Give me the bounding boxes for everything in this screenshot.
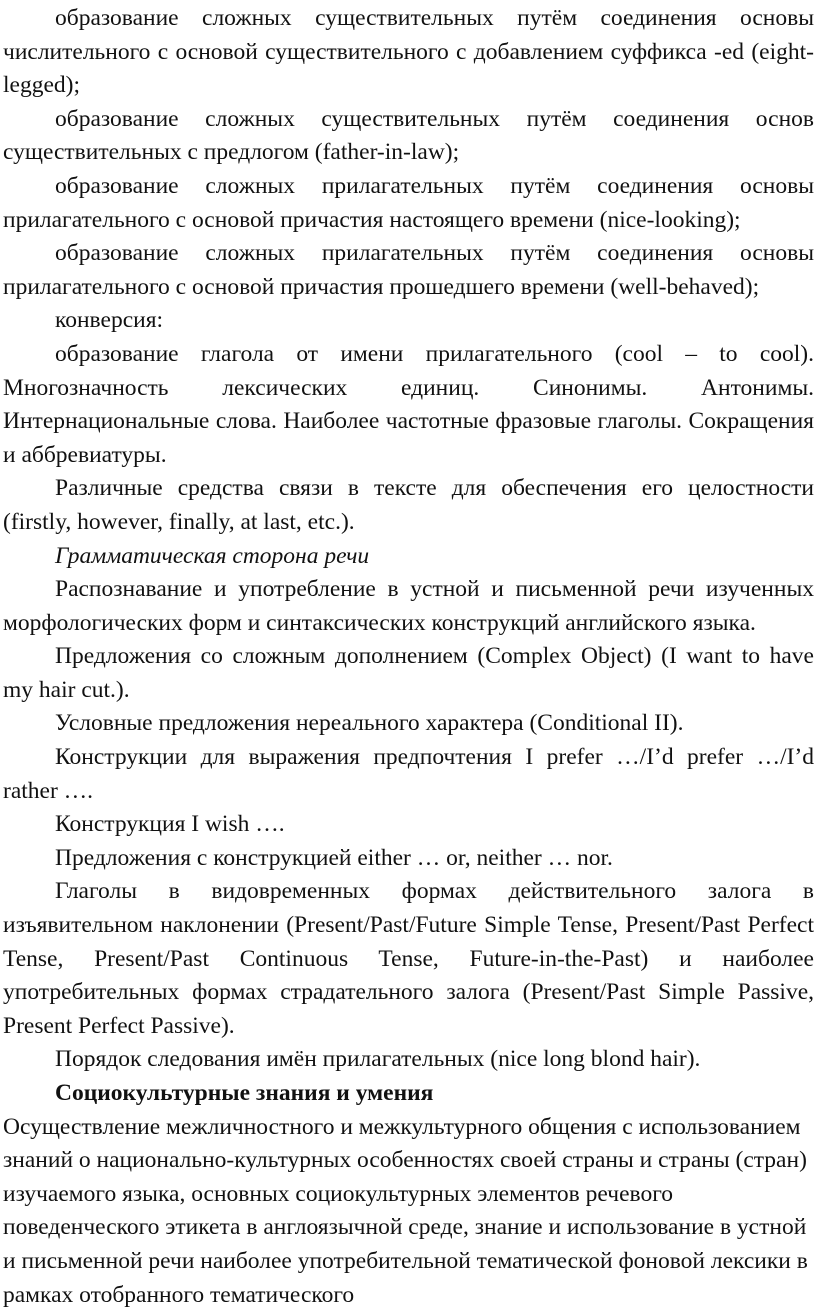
- paragraph-i-wish: Конструкция I wish ….: [55, 811, 285, 838]
- paragraph-compound-nouns-numeral: образование сложных существительных путём соединения основы числительного с основой существительного с добавлением суффикса -ed (eight-legged);: [3, 5, 814, 99]
- paragraph-adjective-order: Порядок следования имён прилагательных (nice long blond hair).: [55, 1046, 701, 1073]
- paragraph-compound-nouns-preposition: образование сложных существительных путём соединения основ существительных с предлогом (father-in-law);: [3, 105, 814, 166]
- section-heading-grammar: Грамматическая сторона речи: [55, 542, 370, 569]
- paragraph-verb-formation: образование глагола от имени прилагательного (cool – to cool). Многозначность лексических единиц. Синонимы. Антонимы. Интернациональные слова. Наиболее частотные фразовые глаголы. Сокращения и аббревиатуры.: [3, 340, 814, 468]
- paragraph-grammar-recognition: Распознавание и употребление в устной и письменной речи изученных морфологических форм и синтаксических конструкций английского языка.: [3, 576, 814, 636]
- paragraph-text-cohesion: Различные средства связи в тексте для обеспечения его целостности (firstly, however, finally, at last, etc.).: [3, 475, 814, 535]
- paragraph-either-or: Предложения с конструкцией either … or, neither … nor.: [55, 844, 613, 871]
- section-heading-sociocultural: Социокультурные знания и умения: [55, 1080, 434, 1106]
- paragraph-preference-constructions: Конструкции для выражения предпочтения I prefer …/I’d prefer …/I’d rather ….: [3, 744, 814, 804]
- paragraph-conversion: конверсия:: [55, 307, 164, 334]
- paragraph-sociocultural: Осуществление межличностного и межкультурного общения с использованием знаний о национально-культурных особенностях своей страны и страны (стран) изучаемого языка, основных социокультурных элементов речевого поведенческого этикета в англоязычной среде, знание и использование в устной и письменной речи наиболее употребительной тематической фоновой лексики в рамках отобранного тематического: [3, 1113, 808, 1308]
- paragraph-compound-adjectives-past-participle: образование сложных прилагательных путём соединения основы прилагательного с основой причастия прошедшего времени (well-behaved);: [3, 240, 814, 300]
- paragraph-complex-object: Предложения со сложным дополнением (Complex Object) (I want to have my hair cut.).: [3, 643, 814, 703]
- paragraph-verb-tenses: Глаголы в видовременных формах действительного залога в изъявительном наклонении (Present/Past/Future Simple Tense, Present/Past Perfect Tense, Present/Past Continuous Tense, Future-in-the-Past) и наиболее употребительных формах страдательного залога (Present/Past Simple Passive, Present Perfect Passive).: [3, 878, 814, 1039]
- paragraph-compound-adjectives-present-participle: образование сложных прилагательных путём соединения основы прилагательного с основой причастия настоящего времени (nice-looking);: [3, 172, 814, 233]
- paragraph-conditional: Условные предложения нереального характера (Conditional II).: [55, 710, 684, 737]
